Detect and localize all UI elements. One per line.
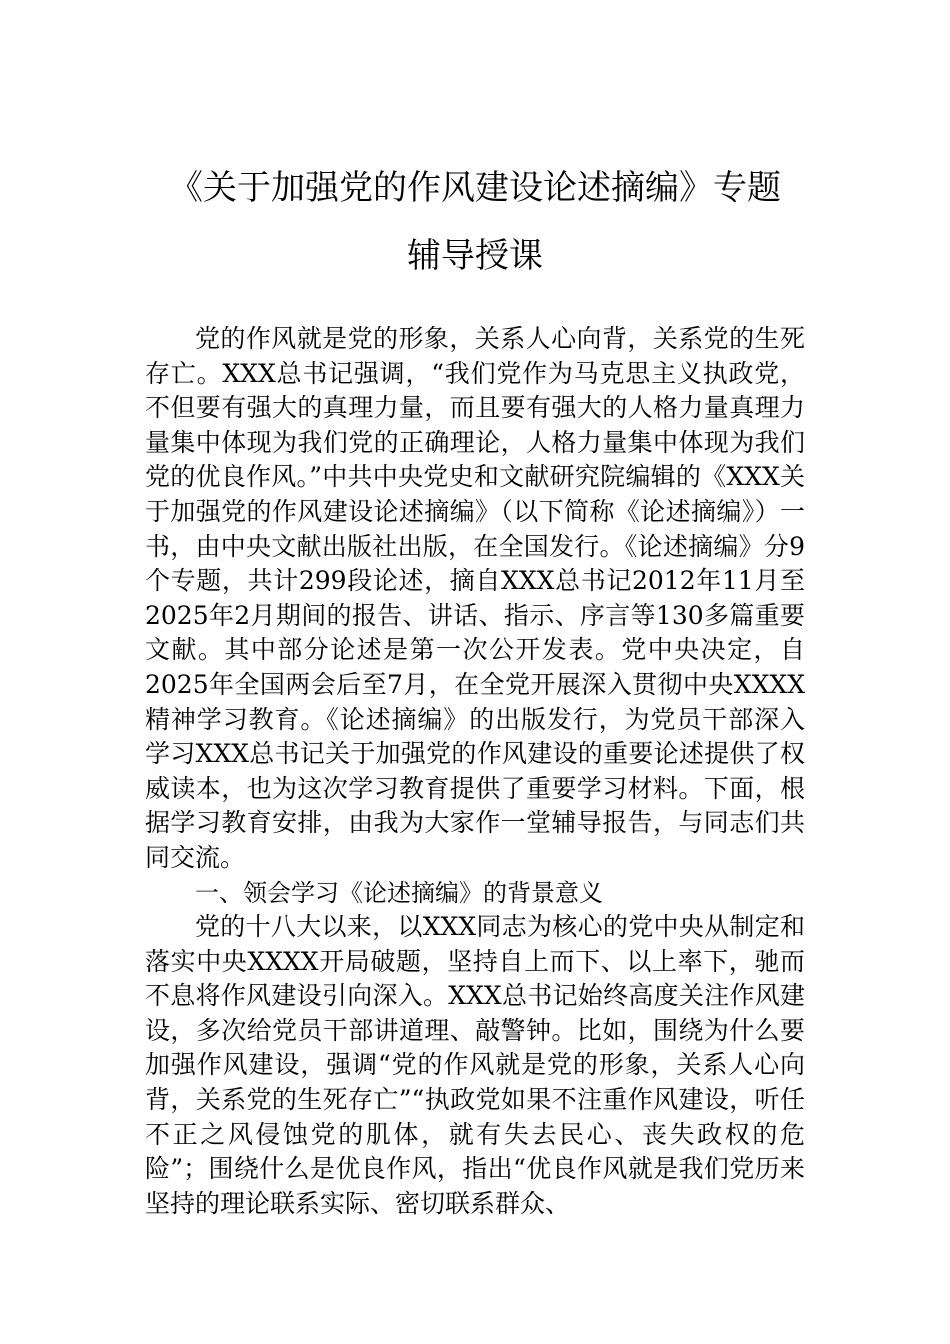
- document-title-line-2: 辅导授课: [407, 236, 543, 276]
- body-paragraph-section-1: 党的十八大以来，以XXX同志为核心的党中央从制定和落实中央XXXX开局破题，坚持自上而下、以上率下，驰而不息将作风建设引向深入。XXX总书记始终高度关注作风建设，多次给党员干部讲道理、敲警钟。比如，围绕为什么要加强作风建设，强调“党的作风就是党的形象，关系人心向背，关系党的生死存亡”“执政党如果不注重作风建设，听任不正之风侵蚀党的肌体，就有失去民心、丧失政权的危险”；围绕什么是优良作风，指出“优良作风就是我们党历来坚持的理论联系实际、密切联系群众、: [145, 912, 805, 1218]
- body-paragraph-intro: 党的作风就是党的形象，关系人心向背，关系党的生死存亡。XXX总书记强调，“我们党作为马克思主义执政党，不但要有强大的真理力量，而且要有强大的人格力量真理力量集中体现为我们党的正确理论，人格力量集中体现为我们党的优良作风。”中共中央党史和文献研究院编辑的《XXX关于加强党的作风建设论述摘编》（以下简称《论述摘编》）一书，由中央文献出版社出版，在全国发行。《论述摘编》分9个专题，共计299段论述，摘自XXX总书记2012年11月至2025年2月期间的报告、讲话、指示、序言等130多篇重要文献。其中部分论述是第一次公开发表。党中央决定，自2025年全国两会后至7月，在全党开展深入贯彻中央XXXX精神学习教育。《论述摘编》的出版发行，为党员干部深入学习XXX总书记关于加强党的作风建设的重要论述提供了权威读本，也为这次学习教育提供了重要学习材料。下面，根据学习教育安排，由我为大家作一堂辅导报告，与同志们共同交流。: [145, 324, 805, 872]
- section-heading-1: 一、领会学习《论述摘编》的背景意义: [195, 878, 603, 907]
- document-body: [145, 322, 805, 1221]
- document-title-line-1: 《关于加强党的作风建设论述摘编》专题: [169, 168, 781, 208]
